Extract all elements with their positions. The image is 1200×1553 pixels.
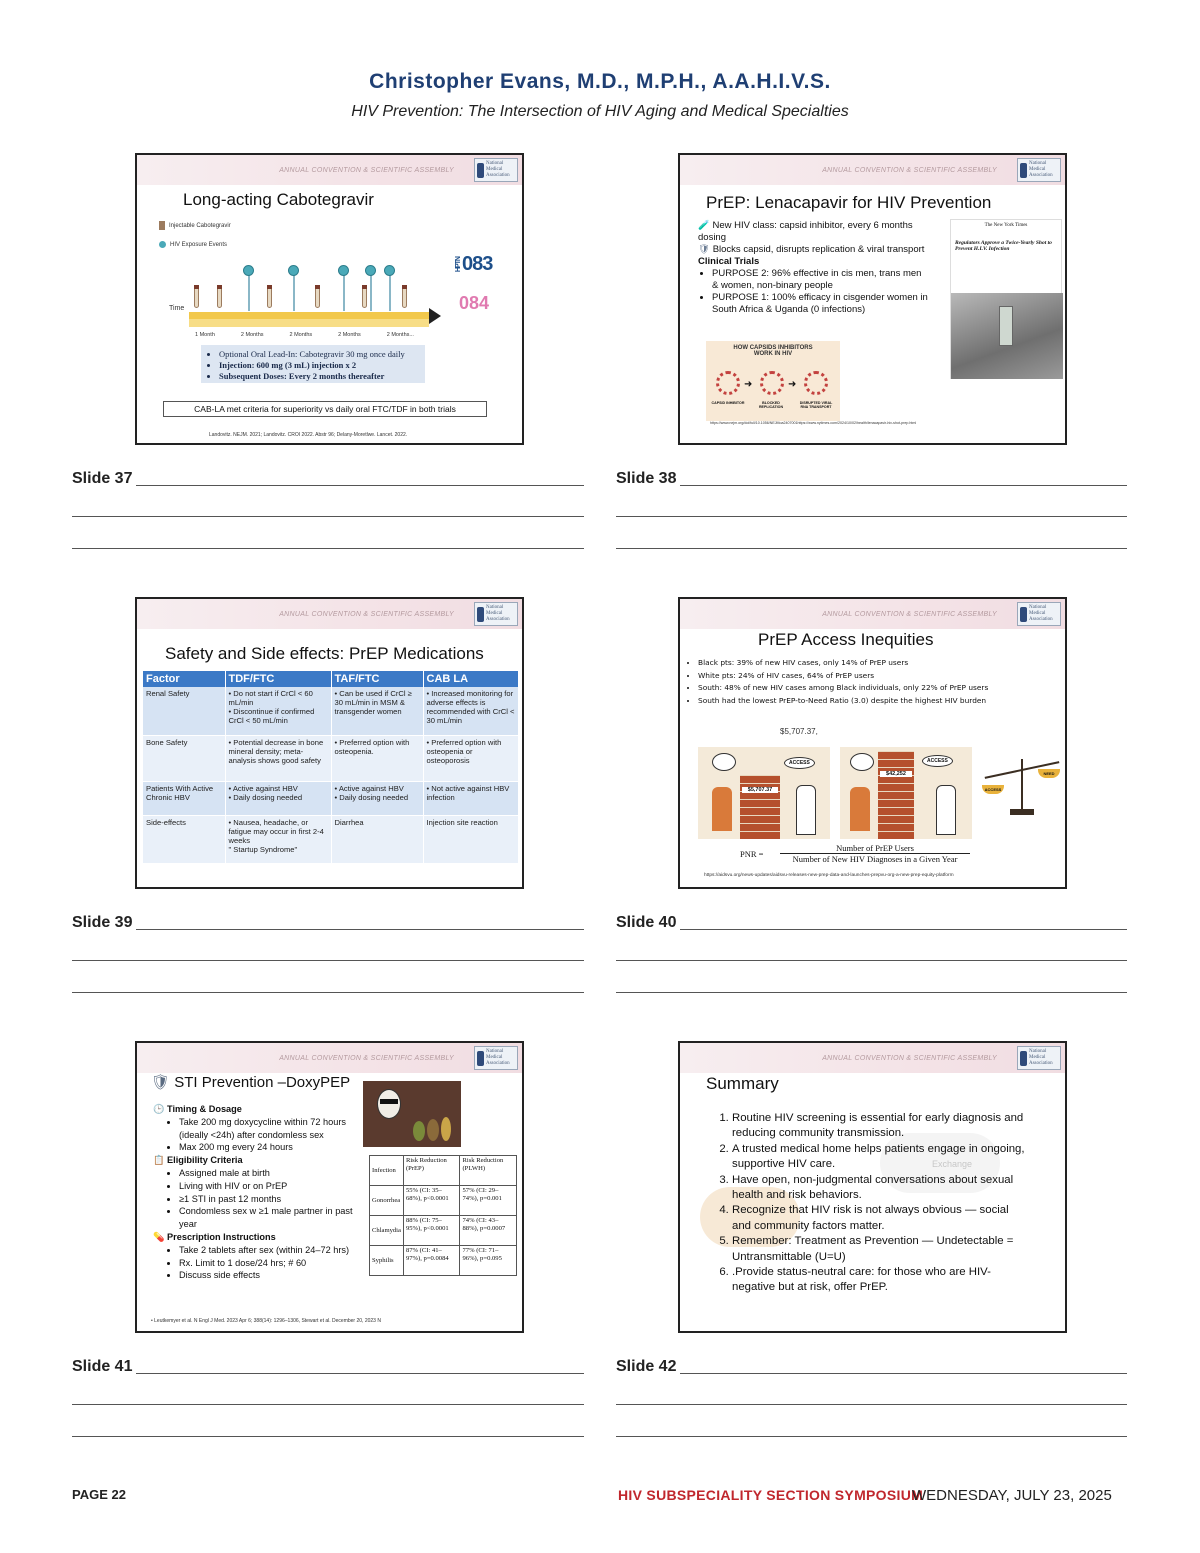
note-line[interactable]	[136, 485, 584, 486]
summary-item: 6. .Provide status-neutral care: for those who are HIV-negative but at risk, offer PrEP.	[732, 1265, 1030, 1296]
cartoon-image	[363, 1081, 461, 1147]
summary-item: 4. Recognize that HIV risk is not always obvious — social and community factors matter.	[732, 1203, 1030, 1234]
shield-icon: 🛡	[151, 1074, 171, 1091]
table-header: TDF/FTC	[225, 671, 331, 687]
hptn-084-logo: 084	[459, 293, 490, 313]
summary-item: 1. Routine HIV screening is essential for early diagnosis and reducing community transmission.	[732, 1111, 1030, 1142]
superiority-note: CAB-LA met criteria for superiority vs daily oral FTC/TDF in both trials	[163, 401, 487, 417]
slide-39-label: Slide 39	[72, 914, 133, 931]
news-article-image: The New York Times Regulators Approve a Twice-Yearly Shot to Prevent H.I.V. Infection	[950, 219, 1062, 379]
note-line[interactable]	[616, 516, 1127, 517]
note-line[interactable]	[616, 960, 1127, 961]
note-line[interactable]	[72, 548, 584, 549]
month-strip	[189, 319, 429, 327]
injection-tube	[402, 288, 407, 308]
dosing-bullet: • Optional Oral Lead-In: Cabotegravir 30 mg once daily	[219, 349, 417, 360]
slide-title: Safety and Side effects: PrEP Medications	[165, 644, 484, 663]
table-row: Infection Risk Reduction (PrEP) Risk Reduction (PLWH)	[370, 1156, 517, 1186]
exposure-event-icon	[365, 265, 376, 276]
presenter-name: Christopher Evans, M.D., M.P.H., A.A.H.I.V.S.	[369, 70, 831, 93]
slide-38-thumbnail	[678, 153, 1067, 445]
slide-39-thumbnail	[135, 597, 524, 889]
slide-citation: • Leutkemyer et al. N Engl J Med. 2023 Apr 6; 388(14): 1296–1306, Stewart et al. December 20, 2023 N	[151, 1318, 381, 1324]
slide-citation: https://aidsvu.org/news-updates/aidsvu-releases-new-prep-data-and-launches-prepvu-org-a-new-prep-equity-platform	[704, 873, 954, 878]
nma-logo-icon: National Medical Association	[474, 158, 518, 182]
table-row: Bone Safety • Potential decrease in bone mineral density; meta-analysis shows good safety • Preferred option with osteopenia. • Preferred option with osteopenia or osteoporosis	[143, 735, 519, 781]
legend-injectable: Injectable Cabotegravir	[159, 221, 231, 230]
page-number: PAGE 22	[72, 1487, 126, 1502]
slide-42-thumbnail	[678, 1041, 1067, 1333]
nma-logo-icon: National Medical Association	[474, 602, 518, 626]
presentation-subtitle: HIV Prevention: The Intersection of HIV Aging and Medical Specialties	[351, 103, 849, 120]
prep-medications-table	[143, 671, 519, 864]
slide-41-label: Slide 41	[72, 1358, 133, 1375]
sti-risk-table	[369, 1155, 517, 1276]
table-header: Factor	[143, 671, 225, 687]
exposure-dot-icon	[159, 241, 166, 248]
banner-text: ANNUAL CONVENTION & SCIENTIFIC ASSEMBLY	[279, 611, 454, 618]
summary-item: 5. Remember: Treatment as Prevention — Undetectable = Untransmittable (U=U)	[732, 1234, 1030, 1265]
legend-exposure: HIV Exposure Events	[159, 241, 227, 248]
banner-text: ANNUAL CONVENTION & SCIENTIFIC ASSEMBLY	[279, 1055, 454, 1062]
slide-37-thumbnail	[135, 153, 524, 445]
slide-42-label: Slide 42	[616, 1358, 677, 1375]
note-line[interactable]	[136, 929, 584, 930]
note-line[interactable]	[616, 548, 1127, 549]
slide-title: PrEP Access Inequities	[758, 630, 934, 649]
slide-citation: https://www.nejm.org/doi/full/10.1056/NEJMoa2407001https://www.nytimes.com/2024/10/02/health/lenacapavir-hiv-shot-prep.html	[710, 421, 917, 425]
clipboard-icon: 📋	[153, 1155, 165, 1166]
table-row: Side-effects • Nausea, headache, or fatigue may occur in first 2-4 weeks " Startup Syndrome" Diarrhea Injection site reaction	[143, 815, 519, 863]
slide-40-thumbnail: ANNUAL CONVENTION & SCIENTIFIC ASSEMBLY National Medical Association PrEP Access Inequities • Black pts: 39% of new HIV cases, only 14% of PrEP users • White pts: 24% of HIV cases, 64% of PrEP users • South: 48% of new HIV cases among Black individuals, only 22% of PrEP users • South had the lowest PrEP-to-Need Ratio (3.0) despite the highest HIV burden $5,707.37, $5,707.37 ACCESS $42,252 ACCESS ACCESS NEED PNR = Number of PrEP Users Number of New HIV Diagnoses in a Given Year https://aidsvu.org/news-updates/aidsvu-releases-new-prep-data-and-launches-prepvu-org-a-new-prep-equity-platform	[678, 597, 1067, 889]
banner-text: ANNUAL CONVENTION & SCIENTIFIC ASSEMBLY	[822, 1055, 997, 1062]
table-row: Chlamydia 88% (CI: 75–95%), p<0.0001 74% (CI: 43–88%), p=0.0007	[370, 1216, 517, 1246]
watermark-text: Exchange	[932, 1159, 973, 1169]
dosing-bullet: • Subsequent Doses: Every 2 months thereafter	[219, 371, 417, 382]
nma-logo-icon: National Medical Association	[1017, 602, 1061, 626]
note-line[interactable]	[72, 960, 584, 961]
pill-icon: 💊	[153, 1231, 165, 1242]
nma-logo-icon: National Medical Association	[1017, 158, 1061, 182]
nma-logo-icon: National Medical Association	[1017, 1046, 1061, 1070]
access-illustration-2: $42,252 ACCESS	[840, 747, 972, 839]
table-row: Renal Safety • Do not start if CrCl < 60 mL/min • Discontinue if confirmed CrCl < 50 mL/min • Can be used if CrCl ≥ 30 mL/min in MSM & transgender women • Increased monitoring for adverse effects is recommended with CrCl < 30 mL/min	[143, 687, 519, 735]
banner-text: ANNUAL CONVENTION & SCIENTIFIC ASSEMBLY	[279, 167, 454, 174]
slide-title: 🛡 STI Prevention –DoxyPEP	[151, 1074, 351, 1091]
note-line[interactable]	[72, 1404, 584, 1405]
note-line[interactable]	[680, 485, 1127, 486]
clock-icon: 🕒	[153, 1104, 165, 1114]
injection-tube	[217, 288, 222, 308]
table-row: Syphilis 87% (CI: 41–97%), p=0.0084 77% (CI: 71–96%), p=0.095	[370, 1246, 517, 1276]
scale-icon: ACCESS NEED	[980, 755, 1064, 817]
exposure-event-icon	[243, 265, 254, 276]
note-line[interactable]	[72, 992, 584, 993]
access-illustration-1: $5,707.37 ACCESS	[698, 747, 830, 839]
capsid-diagram: HOW CAPSIDS INHIBITORS WORK IN HIV ➜ ➜ CAPSID INHIBITOR BLOCKED REPLICATION DISRUPTED VIRAL RNA TRANSPORT	[706, 341, 840, 421]
slide-title: Summary	[706, 1074, 779, 1093]
doxypep-details: 🕒 Timing & Dosage • Take 200 mg doxycycline within 72 hours (ideally <24h) after condomless sex • Max 200 mg every 24 hours 📋 Eligibility Criteria • Assigned male at birth • Living with HIV or on PrEP • ≥1 STI in past 12 months • Condomless sex w ≥1 male partner in past year 💊 Prescription Instructions • Take 2 tablets after sex (within 24–72 hrs) • Rx. Limit to 1 dose/24 hrs; # 60 • Discuss side effects	[153, 1103, 363, 1282]
summary-item: 2. A trusted medical home helps patients engage in ongoing, supportive HIV care.	[732, 1142, 1030, 1173]
exposure-event-icon	[338, 265, 349, 276]
inequity-bullets: • Black pts: 39% of new HIV cases, only 14% of PrEP users • White pts: 24% of HIV cases, 64% of PrEP users • South: 48% of new HIV cases among Black individuals, only 22% of PrEP users • South had the lowest PrEP-to-Need Ratio (3.0) despite the highest HIV burden	[698, 657, 1038, 707]
slide-title: Long-acting Cabotegravir	[183, 190, 374, 209]
exposure-event-icon	[288, 265, 299, 276]
note-line[interactable]	[680, 1373, 1127, 1374]
exposure-event-icon	[384, 265, 395, 276]
slide-body: 🧪 New HIV class: capsid inhibitor, every 6 months dosing 🛡 Blocks capsid, disrupts replication & viral transport Clinical Trials • PURPOSE 2: 96% effective in cis men, trans men & women, non-binary people • PURPOSE 1: 100% efficacy in cisgender women in South Africa & Uganda (0 infections)	[698, 220, 930, 316]
timeline-bar	[189, 312, 429, 319]
syringe-icon: 🧪	[698, 220, 710, 231]
symposium-title: HIV SUBSPECIALITY SECTION SYMPOSIUM	[618, 1487, 924, 1503]
banner-text: ANNUAL CONVENTION & SCIENTIFIC ASSEMBLY	[822, 167, 997, 174]
note-line[interactable]	[72, 516, 584, 517]
month-labels: 1 Month 2 Months 2 Months 2 Months 2 Months...	[195, 332, 414, 338]
note-line[interactable]	[136, 1373, 584, 1374]
note-line[interactable]	[72, 1436, 584, 1437]
summary-item: 3. Have open, non-judgmental conversations about sexual health and risk behaviors.	[732, 1173, 1030, 1204]
table-header: TAF/FTC	[331, 671, 423, 687]
dosing-info-box	[201, 345, 425, 383]
hptn-083-logo: HPTN083	[455, 253, 493, 275]
summary-list	[710, 1111, 1030, 1296]
note-line[interactable]	[616, 1436, 1127, 1437]
banner-text: ANNUAL CONVENTION & SCIENTIFIC ASSEMBLY	[822, 611, 997, 618]
table-header: CAB LA	[423, 671, 519, 687]
injection-tube	[315, 288, 320, 308]
note-line[interactable]	[616, 992, 1127, 993]
slide-38-label: Slide 38	[616, 470, 677, 487]
symposium-date: WEDNESDAY, JULY 23, 2025	[912, 1487, 1112, 1504]
shield-icon: 🛡	[698, 244, 711, 255]
cost-note: $5,707.37,	[780, 727, 818, 736]
slide-title: PrEP: Lenacapavir for HIV Prevention	[706, 193, 992, 212]
injection-tube	[362, 288, 367, 308]
note-line[interactable]	[616, 1404, 1127, 1405]
table-row: Patients With Active Chronic HBV • Active against HBV • Daily dosing needed • Active against HBV • Daily dosing needed • Not active against HBV infection	[143, 781, 519, 815]
table-row: Gonorrhea 55% (CI: 35–68%), p<0.0001 57% (CI: 29–74%), p=0.001	[370, 1186, 517, 1216]
time-label: Time	[169, 305, 185, 312]
nma-logo-icon: National Medical Association	[474, 1046, 518, 1070]
slide-37-label: Slide 37	[72, 470, 133, 487]
slide-41-thumbnail	[135, 1041, 524, 1333]
timeline-arrow-icon	[429, 308, 441, 324]
syringe-icon	[159, 221, 165, 230]
slide-40-label: Slide 40	[616, 914, 677, 931]
slide-citation: Landovitz. NEJM. 2021; Landovitz. CROI 2022. Abstr 96; Delany-Moretlwe. Lancet. 2022.	[209, 432, 408, 438]
injection-tube	[267, 288, 272, 308]
note-line[interactable]	[680, 929, 1127, 930]
injection-tube	[194, 288, 199, 308]
dosing-bullet: • Injection: 600 mg (3 mL) injection x 2	[219, 360, 417, 371]
